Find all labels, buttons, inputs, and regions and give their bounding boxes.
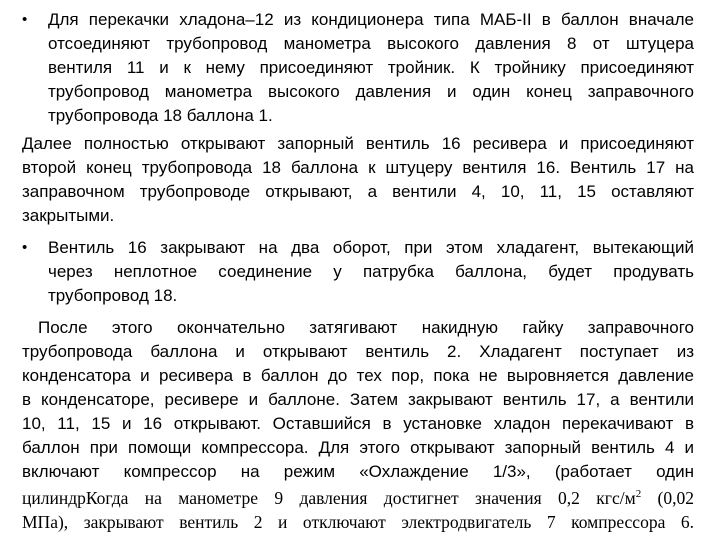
- text-line: в конденсаторе, ресивере и баллоне. Затем закрывают вентиль 17, а вентили: [22, 390, 694, 409]
- text-line: 10, 11, 15 и 16 открывают. Оставшийся в установке хладон перекачивают в: [22, 414, 694, 433]
- text-line: вентиля 11 и к нему присоединяют тройник. К тройнику присоединяют: [48, 58, 694, 77]
- text-line-serif: [22, 486, 694, 510]
- text-line: Для перекачки хладона–12 из кондиционера типа МАБ-II в баллон вначале: [48, 10, 694, 29]
- text-line: баллон при помощи компрессора. Для этого открывают запорный вентиль 4 и: [22, 438, 694, 457]
- text-line: трубопровода баллона и открывают вентиль 2. Хладагент поступает из: [22, 342, 694, 361]
- text-line: через неплотное соединение у патрубка баллона, будет продувать: [48, 262, 694, 281]
- text-line: трубопровод 18.: [48, 286, 178, 305]
- text-line: заправочном трубопроводе открывают, а вентили 4, 10, 11, 15 оставляют: [22, 182, 694, 201]
- bullet-marker: •: [22, 11, 28, 28]
- text-line: После этого окончательно затягивают накидную гайку заправочного: [38, 318, 694, 337]
- text-segment: (0,02: [641, 488, 695, 508]
- text-line-serif: [22, 510, 694, 534]
- text-segment: МПа), закрывают вентиль 2 и отключают электродвигатель 7 компрессора 6.: [22, 512, 694, 532]
- text-line: трубопровода 18 баллона 1.: [48, 106, 273, 125]
- text-line: второй конец трубопровода 18 баллона к штуцеру вентиля 16. Вентиль 17 на: [22, 158, 694, 177]
- text-line: трубопровод манометра высокого давления и один конец заправочного: [48, 82, 694, 101]
- text-line: отсоединяют трубопровод манометра высокого давления 8 от штуцера: [48, 34, 694, 53]
- text-line: закрытыми.: [22, 206, 115, 225]
- superscript: 2: [635, 488, 642, 501]
- text-line: включают компрессор на режим «Охлаждение 1/3», (работает один: [22, 462, 694, 481]
- text-line: Далее полностью открывают запорный вентиль 16 ресивера и присоединяют: [22, 134, 694, 153]
- bullet-marker: •: [22, 239, 28, 256]
- text-segment: цилиндрКогда на манометре 9 давления достигнет значения 0,2 кгс/м: [22, 488, 636, 508]
- text-line: Вентиль 16 закрывают на два оборот, при этом хладагент, вытекающий: [48, 238, 694, 257]
- text-line: конденсатора и ресивера в баллон до тех пор, пока не выровняется давление: [22, 366, 694, 385]
